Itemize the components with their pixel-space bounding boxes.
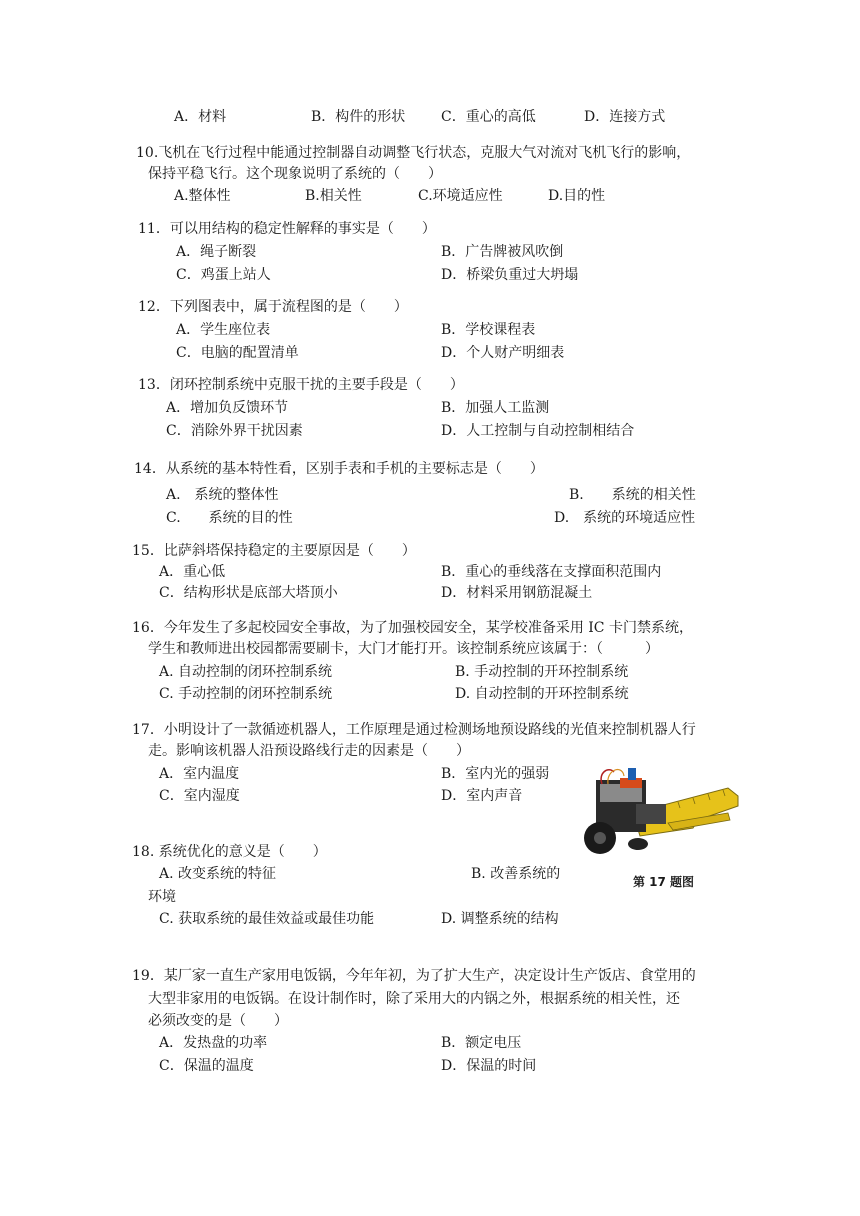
q10-option-d: D.目的性 xyxy=(548,188,606,204)
q13-stem: 13．闭环控制系统中克服干扰的主要手段是（ ） xyxy=(138,377,464,393)
q16-option-a: A. 自动控制的闭环控制系统 xyxy=(159,664,333,680)
q18-option-a: A. 改变系统的特征 xyxy=(159,866,277,882)
q19-option-b: B．额定电压 xyxy=(441,1035,522,1051)
q19-option-c: C．保温的温度 xyxy=(159,1058,254,1074)
q9-option-d: D．连接方式 xyxy=(584,109,666,125)
q18-option-c: C. 获取系统的最佳效益或最佳功能 xyxy=(159,911,375,927)
q17-option-c: C．室内湿度 xyxy=(159,788,240,804)
q12-option-a: A．学生座位表 xyxy=(176,322,271,338)
q18-option-d: D. 调整系统的结构 xyxy=(441,911,559,927)
q11-option-c: C．鸡蛋上站人 xyxy=(176,267,271,283)
q11-option-d: D．桥梁负重过大坍塌 xyxy=(441,267,579,283)
q19-stem-line2: 大型非家用的电饭锅。在设计制作时，除了采用大的内锅之外，根据系统的相关性，还 xyxy=(148,991,680,1007)
q19-option-a: A．发热盘的功率 xyxy=(159,1035,268,1051)
q11-stem: 11．可以用结构的稳定性解释的事实是（ ） xyxy=(138,221,436,237)
q17-option-b: B．室内光的强弱 xyxy=(441,766,550,782)
q13-option-c: C．消除外界干扰因素 xyxy=(166,423,303,439)
q18-stem: 18. 系统优化的意义是（ ） xyxy=(132,844,327,860)
q16-stem-line2: 学生和教师进出校园都需要刷卡，大门才能打开。该控制系统应该属于：（ ） xyxy=(148,641,659,657)
q11-option-a: A．绳子断裂 xyxy=(176,244,257,260)
q10-option-b: B.相关性 xyxy=(305,188,362,204)
q13-option-d: D．人工控制与自动控制相结合 xyxy=(441,423,635,439)
q14-option-d: D. 系统的环境适应性 xyxy=(554,510,696,526)
wheel-hub xyxy=(594,832,606,844)
q9-option-c: C．重心的高低 xyxy=(441,109,536,125)
q10-option-a: A.整体性 xyxy=(174,188,231,204)
q17-option-a: A．室内温度 xyxy=(159,766,240,782)
q15-option-c: C．结构形状是底部大塔顶小 xyxy=(159,585,338,601)
robot-sensor xyxy=(628,768,636,780)
q16-option-c: C. 手动控制的闭环控制系统 xyxy=(159,686,333,702)
q19-stem-line3: 必须改变的是（ ） xyxy=(148,1013,288,1029)
q12-option-b: B．学校课程表 xyxy=(441,322,536,338)
q11-option-b: B．广告牌被风吹倒 xyxy=(441,244,564,260)
q15-option-d: D．材料采用钢筋混凝土 xyxy=(441,585,593,601)
q17-stem-line2: 走。影响该机器人沿预设路线行走的因素是（ ） xyxy=(148,743,470,759)
q16-stem-line1: 16．今年发生了多起校园安全事故，为了加强校园安全，某学校准备采用 IC 卡门禁系统， xyxy=(132,620,693,636)
q19-option-d: D．保温的时间 xyxy=(441,1058,537,1074)
q17-figure-caption: 第 17 题图 xyxy=(633,875,695,889)
q12-option-c: C．电脑的配置清单 xyxy=(176,345,299,361)
robot-motor xyxy=(636,804,666,824)
q12-option-d: D．个人财产明细表 xyxy=(441,345,565,361)
q10-option-c: C.环境适应性 xyxy=(418,188,503,204)
q16-option-b: B. 手动控制的开环控制系统 xyxy=(455,664,629,680)
q16-option-d: D. 自动控制的开环控制系统 xyxy=(455,686,629,702)
q18-option-b-cont: 环境 xyxy=(148,889,176,905)
q13-option-a: A．增加负反馈环节 xyxy=(166,400,289,416)
q13-option-b: B．加强人工监测 xyxy=(441,400,550,416)
q14-option-b: B. 系统的相关性 xyxy=(569,487,696,503)
q17-stem-line1: 17．小明设计了一款循迹机器人，工作原理是通过检测场地预设路线的光值来控制机器人行 xyxy=(132,722,696,738)
q9-option-a: A．材料 xyxy=(174,109,227,125)
q10-stem-line2: 保持平稳飞行。这个现象说明了系统的（ ） xyxy=(148,166,442,182)
q15-stem: 15．比萨斜塔保持稳定的主要原因是（ ） xyxy=(132,543,416,559)
q10-stem-line1: 10.飞机在飞行过程中能通过控制器自动调整飞行状态，克服大气对流对飞机飞行的影响， xyxy=(136,145,691,161)
q18-option-b: B. 改善系统的 xyxy=(471,866,561,882)
q9-option-b: B．构件的形状 xyxy=(311,109,406,125)
q15-option-b: B．重心的垂线落在支撑面积范围内 xyxy=(441,564,662,580)
q19-stem-line1: 19．某厂家一直生产家用电饭锅，今年年初，为了扩大生产，决定设计生产饭店、食堂用的 xyxy=(132,968,696,984)
q12-stem: 12．下列图表中，属于流程图的是（ ） xyxy=(138,299,408,315)
q14-option-a: A. 系统的整体性 xyxy=(166,487,279,503)
q15-option-a: A．重心低 xyxy=(159,564,226,580)
q17-option-d: D．室内声音 xyxy=(441,788,523,804)
robot-caster xyxy=(628,838,648,850)
line-following-robot-figure xyxy=(578,758,743,868)
q14-option-c: C. 系统的目的性 xyxy=(166,510,293,526)
q14-stem: 14．从系统的基本特性看，区别手表和手机的主要标志是（ ） xyxy=(134,461,544,477)
